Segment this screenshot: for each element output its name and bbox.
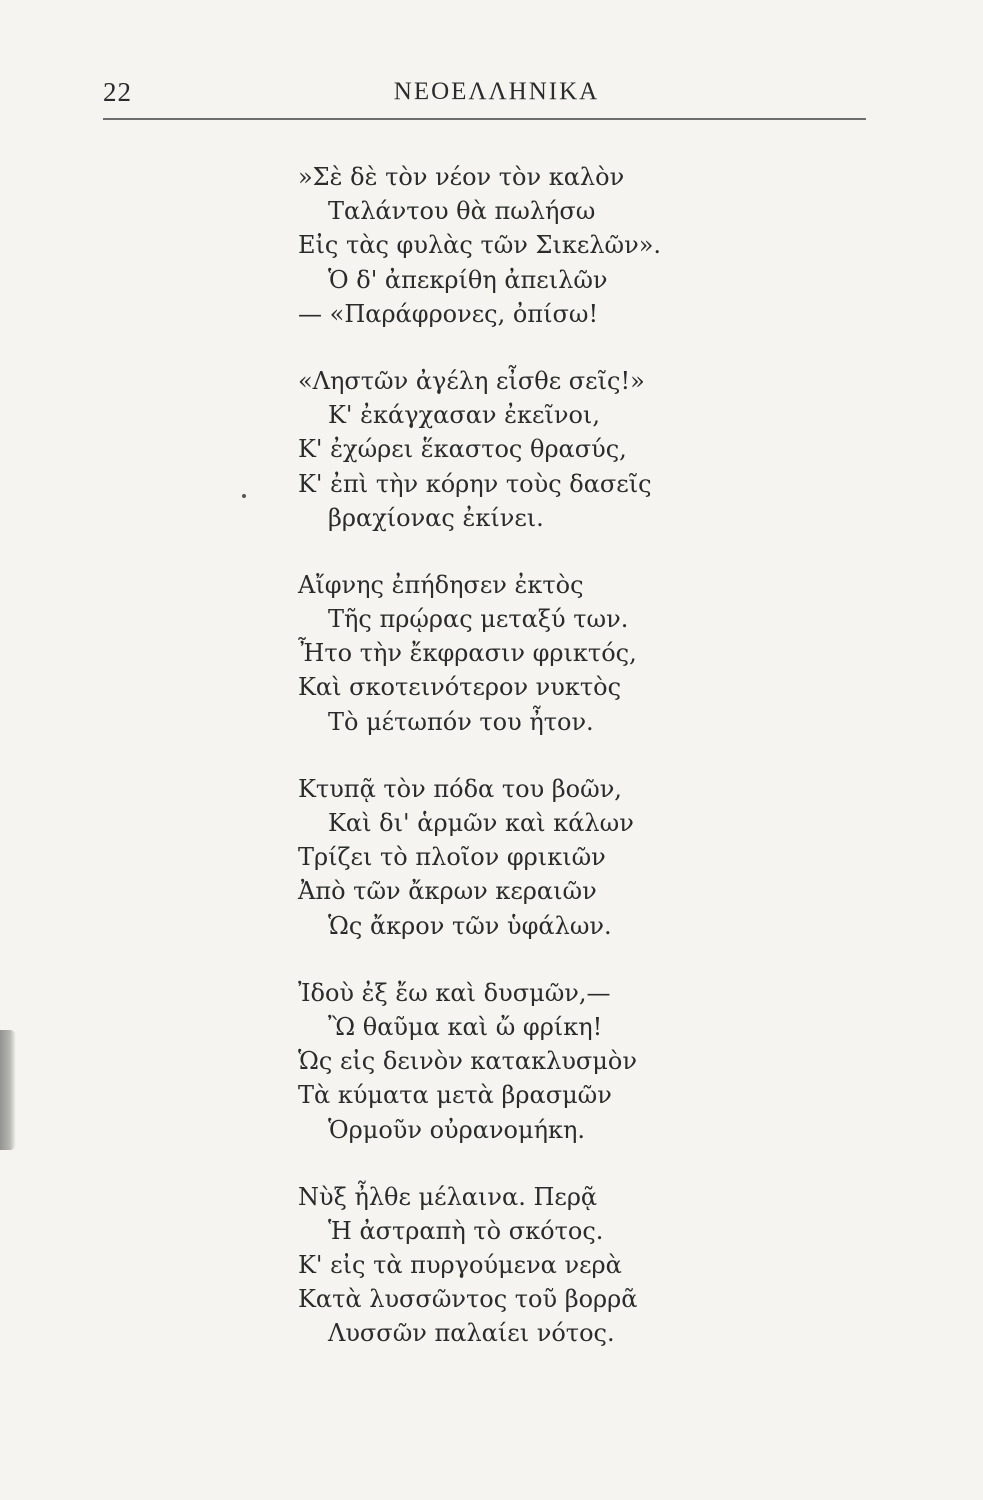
- binding-edge-shadow: [0, 1030, 16, 1150]
- poem-body: [298, 160, 818, 1384]
- verse-line: Ὡς εἰς δεινὸν κατακλυσμὸν: [298, 1047, 637, 1076]
- stanza: [298, 772, 818, 943]
- verse-line: Εἰς τὰς φυλὰς τῶν Σικελῶν».: [298, 231, 661, 260]
- verse-line: Κατὰ λυσσῶντος τοῦ βορρᾶ: [298, 1285, 638, 1314]
- verse-line: Κ' ἐκάγχασαν ἐκεῖνοι,: [328, 401, 600, 430]
- stanza: [298, 568, 818, 739]
- stanza: [298, 364, 818, 535]
- verse-line: Κ' εἰς τὰ πυργούμενα νερὰ: [298, 1251, 622, 1280]
- verse-line: Τὸ μέτωπόν του ἦτον.: [328, 707, 594, 736]
- verse-line: Τὰ κύματα μετὰ βρασμῶν: [298, 1081, 612, 1110]
- verse-line: Καὶ σκοτεινότερον νυκτὸς: [298, 673, 622, 702]
- verse-line: Τρίζει τὸ πλοῖον φρικιῶν: [298, 843, 606, 872]
- ink-speck: [242, 494, 246, 498]
- verse-line: «Ληστῶν ἀγέλη εἶσθε σεῖς!»: [298, 366, 645, 395]
- verse-line: Ταλάντου θὰ πωλήσω: [328, 197, 596, 226]
- verse-line: »Σὲ δὲ τὸν νέον τὸν καλὸν: [298, 163, 625, 191]
- verse-line: Ὁ δ' ἀπεκρίθη ἀπειλῶν: [328, 265, 608, 294]
- verse-line: Ὡς ἄκρον τῶν ὑφάλων.: [328, 911, 612, 940]
- stanza: [298, 976, 818, 1147]
- verse-line: Ἀπὸ τῶν ἄκρων κεραιῶν: [298, 877, 597, 906]
- verse-line: Κ' ἐπὶ τὴν κόρην τοὺς δασεῖς: [298, 469, 652, 498]
- verse-line: Λυσσῶν παλαίει νότος.: [328, 1319, 615, 1348]
- stanza: [298, 1180, 818, 1351]
- verse-line: Τῆς πρῴρας μεταξύ των.: [328, 605, 629, 634]
- verse-line: Ὢ θαῦμα καὶ ὤ φρίκη!: [328, 1012, 603, 1041]
- stanza: [298, 160, 818, 331]
- verse-line: Ὁρμοῦν οὐρανομήκη.: [328, 1115, 585, 1144]
- header-rule: [103, 118, 866, 120]
- verse-line: Ἡ ἀστραπὴ τὸ σκότος.: [328, 1216, 604, 1245]
- verse-line: Καὶ δι' ἁρμῶν καὶ κάλων: [328, 809, 634, 837]
- verse-line: Κτυπᾷ τὸν πόδα του βοῶν,: [298, 774, 622, 803]
- page-number: 22: [103, 77, 132, 107]
- verse-line: βραχίονας ἐκίνει.: [328, 503, 544, 532]
- verse-line: Ἦτο τὴν ἔκφρασιν φρικτός,: [298, 639, 637, 668]
- verse-line: Ἰδοὺ ἐξ ἔω καὶ δυσμῶν,—: [298, 978, 611, 1007]
- verse-line: Αἴφνης ἐπήδησεν ἐκτὸς: [298, 570, 584, 599]
- verse-line: Κ' ἐχώρει ἕκαστος θρασύς,: [298, 435, 627, 464]
- verse-line: — «Παράφρονες, ὀπίσω!: [298, 299, 599, 328]
- verse-line: Νὺξ ἦλθε μέλαινα. Περᾷ: [298, 1182, 598, 1211]
- running-title: ΝΕΟΕΛΛΗΝΙΚΑ: [393, 78, 600, 105]
